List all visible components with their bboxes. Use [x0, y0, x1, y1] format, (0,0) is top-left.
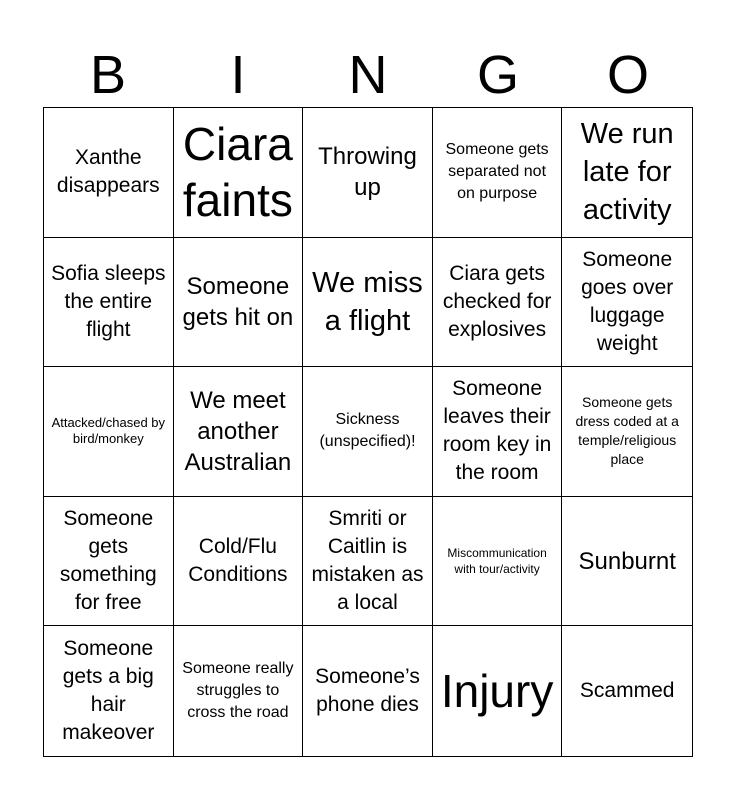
cell-label: Someone leaves their room key in the room: [442, 377, 552, 485]
bingo-cell[interactable]: [174, 497, 304, 627]
bingo-cell[interactable]: [303, 367, 433, 497]
bingo-cell[interactable]: [44, 367, 174, 497]
cell-label: Ciara gets checked for explosives: [442, 261, 552, 341]
bingo-cell[interactable]: [562, 626, 692, 756]
cell-label: Ciara faints: [182, 118, 293, 227]
bingo-cell[interactable]: [433, 367, 563, 497]
bingo-cell[interactable]: [174, 367, 304, 497]
cell-label: We miss a flight: [312, 266, 423, 337]
cell-label: Sickness (unspecified)!: [319, 411, 416, 451]
cell-label: Throwing up: [318, 143, 417, 202]
cell-label: Cold/Flu Conditions: [188, 535, 288, 587]
cell-label: We meet another Australian: [184, 386, 292, 476]
bingo-cell[interactable]: [562, 108, 692, 238]
header-letter-i: I: [230, 45, 246, 105]
bingo-cell[interactable]: [174, 108, 304, 238]
header-letter-n: N: [348, 45, 388, 105]
bingo-cell[interactable]: [433, 238, 563, 368]
cell-label: Someone gets separated not on purpose: [445, 141, 549, 203]
header-letter-g: G: [476, 45, 519, 105]
bingo-cell[interactable]: [44, 626, 174, 756]
cell-label: Miscommunication with tour/activity: [447, 546, 547, 577]
bingo-board: [43, 107, 693, 757]
cell-label: We run late for activity: [580, 118, 674, 227]
cell-label: Someone’s phone dies: [315, 665, 420, 717]
bingo-cell[interactable]: [303, 238, 433, 368]
cell-label: Smriti or Caitlin is mistaken as a local: [311, 507, 424, 615]
cell-label: Attacked/chased by bird/monkey: [51, 415, 166, 447]
bingo-cell[interactable]: [44, 238, 174, 368]
bingo-cell[interactable]: [174, 626, 304, 756]
header-letter-b: B: [89, 45, 127, 105]
bingo-header: [43, 44, 693, 106]
bingo-cell[interactable]: [433, 497, 563, 627]
cell-label: Scammed: [579, 679, 675, 703]
cell-label: Injury: [440, 665, 554, 718]
bingo-cell[interactable]: [303, 626, 433, 756]
cell-label: Someone gets hit on: [182, 272, 294, 331]
cell-label: Someone goes over luggage weight: [581, 247, 674, 355]
bingo-cell[interactable]: [562, 497, 692, 627]
bingo-cell[interactable]: [433, 626, 563, 756]
header-letter-o: O: [606, 45, 649, 105]
bingo-cell[interactable]: [44, 497, 174, 627]
cell-label: Someone gets a big hair makeover: [62, 637, 155, 745]
bingo-cell[interactable]: [562, 367, 692, 497]
bingo-cell[interactable]: [562, 238, 692, 368]
cell-label: Someone gets dress coded at a temple/religious place: [575, 394, 679, 468]
bingo-cell[interactable]: [303, 497, 433, 627]
cell-label: Sofia sleeps the entire flight: [51, 261, 166, 341]
cell-label: Someone really struggles to cross the road: [182, 660, 294, 722]
cell-label: Xanthe disappears: [56, 146, 160, 198]
cell-label: Sunburnt: [578, 547, 676, 575]
bingo-cell[interactable]: [303, 108, 433, 238]
bingo-cell[interactable]: [433, 108, 563, 238]
bingo-cell[interactable]: [174, 238, 304, 368]
cell-label: Someone gets something for free: [59, 507, 157, 615]
bingo-cell[interactable]: [44, 108, 174, 238]
